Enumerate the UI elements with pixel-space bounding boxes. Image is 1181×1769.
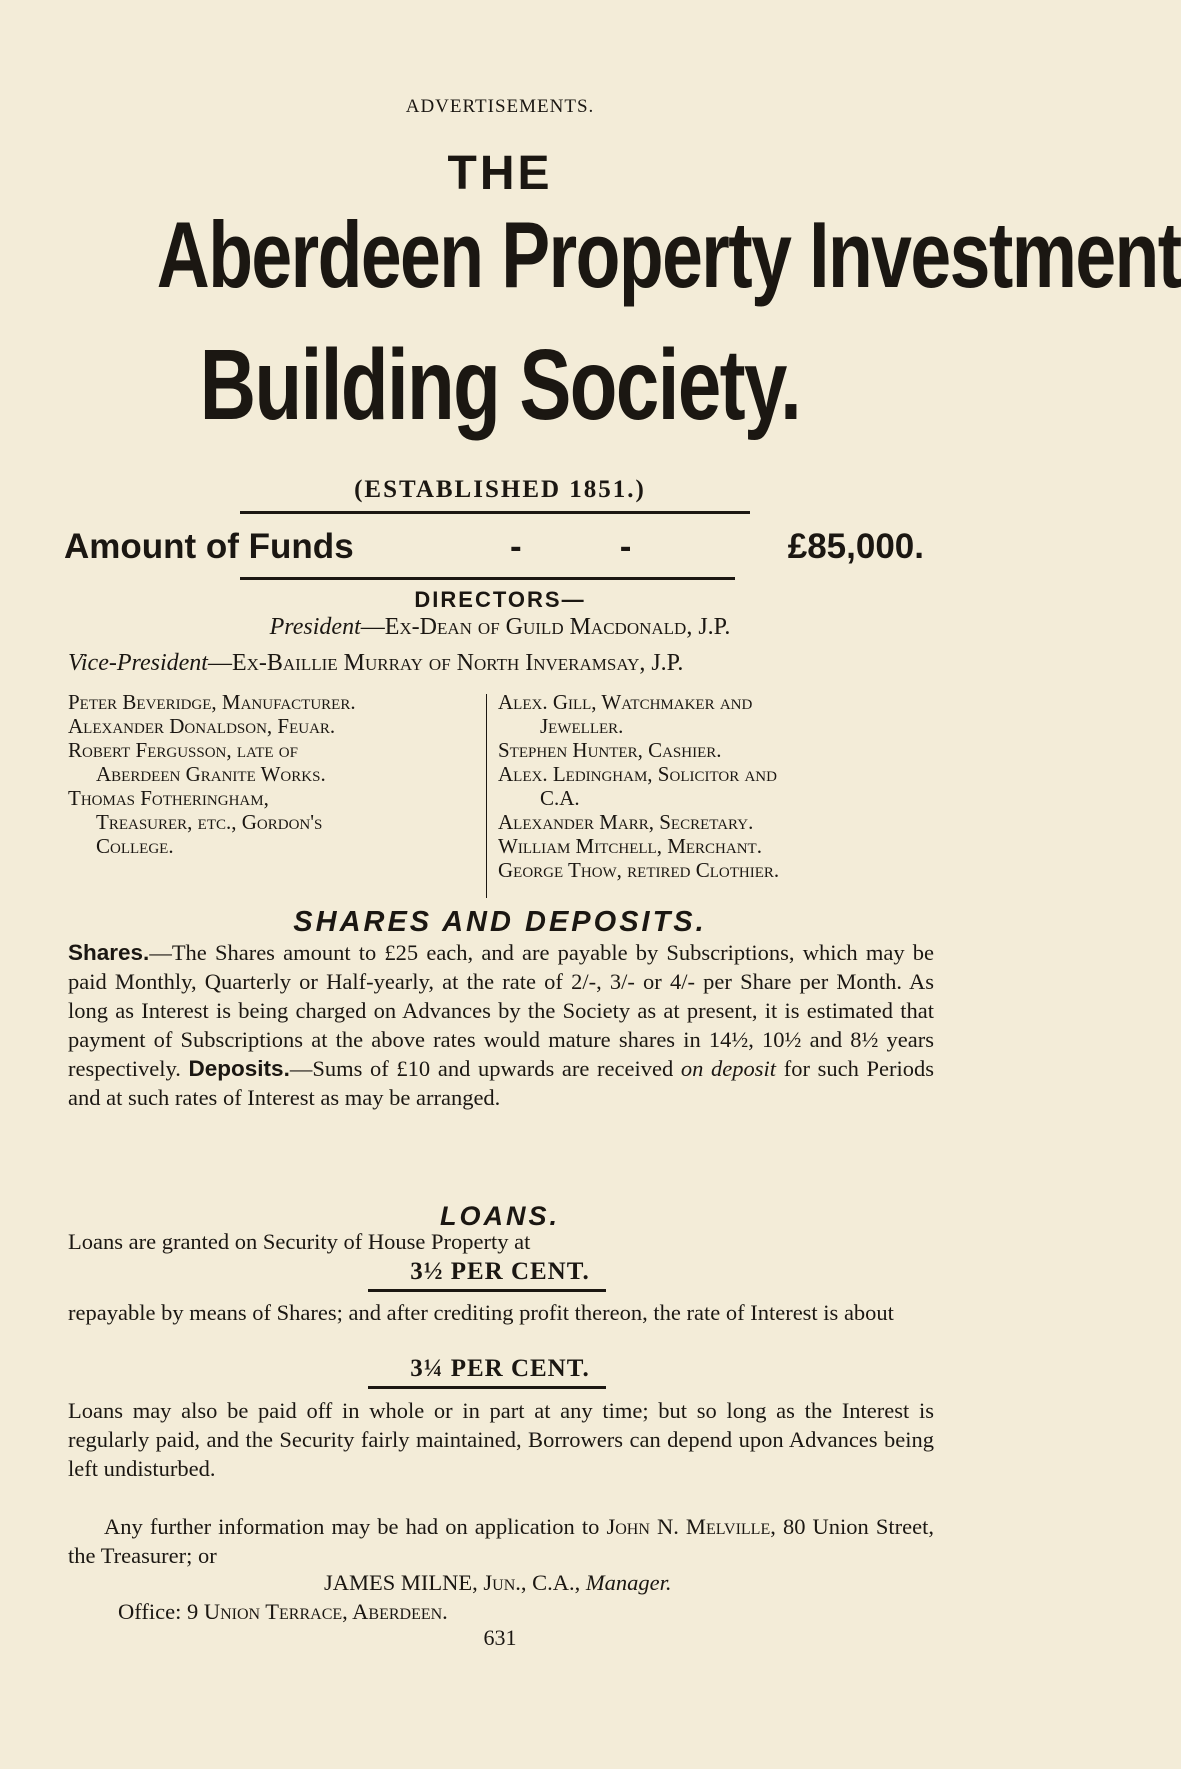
rate-1: 3½ PER CENT.: [410, 1258, 590, 1285]
rule-rate-1: [368, 1289, 606, 1292]
manager-name: JAMES MILNE,: [324, 1570, 484, 1595]
funds-value: £85,000.: [787, 527, 924, 566]
further-info-text: Any further information may be had on application to: [104, 1514, 607, 1539]
directors-heading: DIRECTORS—: [414, 587, 586, 612]
rate-2: 3¼ PER CENT.: [410, 1355, 590, 1382]
loans-line-2: repayable by means of Shares; and after crediting profit thereon, the rate of Interest is about: [68, 1300, 894, 1325]
further-info: [68, 1512, 934, 1570]
vice-president-name: —Ex-Baillie Murray of North Inveramsay, J.P.: [207, 650, 684, 676]
director-entry: Alexander Donaldson, Feuar.: [68, 714, 336, 738]
treasurer-name: John N. Melville: [606, 1514, 771, 1539]
shares-paragraph: [68, 938, 934, 1112]
manager-line: [324, 1570, 672, 1596]
vice-president-line: [68, 650, 934, 677]
shares-text: —The Shares amount to £25 each, and are payable by Subscriptions, which may be paid Monthly, Quarterly or Half-yearly, at the rate of 2/-, 3/- or 4/- per Share per Month. As long as Interest is being charged on Advances by the Society as at present, it is estimated that payment of Subscriptions at the above rates would mature shares in 14½, 10½ and 8½ years respectively.: [68, 940, 934, 1081]
loans-line-1: Loans are granted on Security of House Property at: [68, 1229, 531, 1254]
funds-label: Amount of Funds: [64, 527, 354, 566]
column-divider: [486, 694, 487, 898]
director-entry: Alexander Marr, Secretary.: [498, 810, 754, 834]
page-number: 631: [483, 1625, 517, 1650]
director-entry: Robert Fergusson, late of: [68, 738, 298, 762]
rule-funds: [240, 577, 735, 580]
deposits-text-end: for such Periods and at such rates of Interest as may be arranged.: [68, 1056, 935, 1110]
shares-deposits-heading: SHARES AND DEPOSITS.: [293, 906, 707, 938]
director-entry: Thomas Fotheringham,: [68, 786, 269, 810]
directors-left-column: [68, 690, 480, 858]
rule-rate-2: [368, 1386, 606, 1389]
director-entry: C.A.: [540, 786, 580, 810]
loans-heading: LOANS.: [439, 1201, 560, 1231]
director-entry: College.: [96, 834, 174, 858]
director-entry: Alex. Gill, Watchmaker and: [498, 690, 753, 714]
established-line: (ESTABLISHED 1851.): [354, 476, 646, 503]
director-entry: George Thow, retired Clothier.: [498, 858, 780, 882]
vice-president-role: Vice-President: [68, 650, 208, 676]
director-entry: Alex. Ledingham, Solicitor and: [498, 762, 777, 786]
funds-row: [64, 525, 924, 569]
office-line: [118, 1599, 448, 1625]
title-line-1: Aberdeen Property Investment: [156, 202, 1181, 307]
director-entry: Aberdeen Granite Works.: [96, 762, 326, 786]
deposits-text: —Sums of £10 and upwards are received: [289, 1056, 681, 1081]
funds-dash: -: [619, 527, 632, 566]
director-entry: Peter Beveridge, Manufacturer.: [68, 690, 356, 714]
president-role: President: [269, 614, 361, 640]
director-entry: Jeweller.: [540, 714, 624, 738]
title-the: THE: [447, 147, 553, 200]
deposits-italic: on deposit: [680, 1056, 777, 1081]
deposits-lead: Deposits.: [188, 1056, 290, 1081]
loans-line-3: Loans may also be paid off in whole or in part at any time; but so long as the Interest is regularly paid, and the Security fairly maintained, Borrowers can depend upon Advances being left undisturbed.: [68, 1398, 934, 1481]
shares-lead: Shares.: [68, 940, 150, 965]
office-label: Office: [118, 1599, 176, 1624]
rule-top: [240, 511, 750, 514]
office-address: : 9 Union Terrace, Aberdeen.: [175, 1599, 448, 1624]
manager-suffix: Jun.: [483, 1570, 521, 1595]
manager-qual: , C.A.,: [520, 1570, 586, 1595]
directors-right-column: [498, 690, 908, 882]
page-header: ADVERTISEMENTS.: [405, 96, 595, 117]
manager-title: Manager.: [585, 1570, 672, 1595]
director-entry: Treasurer, etc., Gordon's: [96, 810, 323, 834]
president-name: —Ex-Dean of Guild Macdonald, J.P.: [360, 614, 731, 640]
director-entry: William Mitchell, Merchant.: [498, 834, 762, 858]
funds-dash: -: [510, 527, 522, 566]
further-info-end: , 80 Union Street, the Treasurer; or: [68, 1514, 934, 1568]
director-entry: Stephen Hunter, Cashier.: [498, 738, 722, 762]
president-line: [0, 614, 1000, 641]
title-line-2: Building Society.: [199, 329, 801, 441]
